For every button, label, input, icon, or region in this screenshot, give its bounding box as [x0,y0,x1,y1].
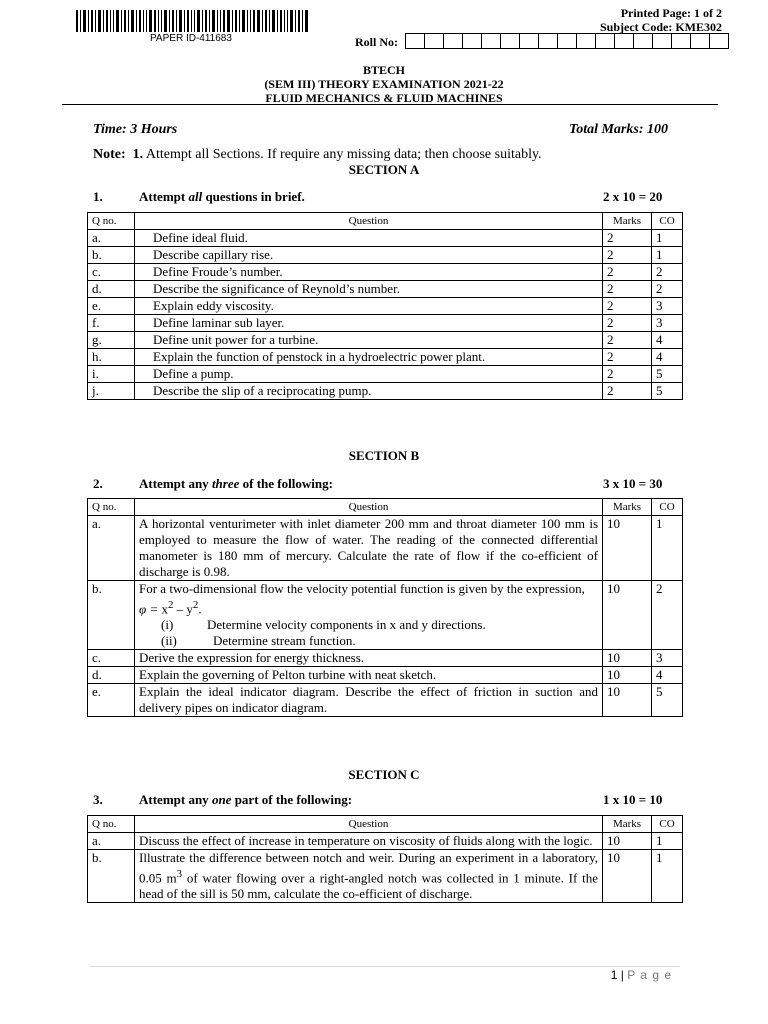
q-marks: 2 [603,349,652,366]
roll-box[interactable] [424,33,444,49]
section-b-title: SECTION B [348,448,420,463]
q-text: Define unit power for a turbine. [135,332,603,349]
q-marks: 2 [603,247,652,264]
instruction-post: of the following: [239,476,333,491]
instruction-pre: Attempt [139,189,189,204]
sub-question [139,633,598,649]
q-marks: 10 [603,833,652,850]
roll-box[interactable] [595,33,615,49]
col-marks: Marks [603,816,652,833]
roll-box[interactable] [405,33,425,49]
q-text: Define a pump. [135,366,603,383]
q-label: c. [88,650,135,667]
total-marks: Total Marks: 100 [568,122,668,137]
col-qno: Q no. [88,816,135,833]
eq-minus-y: – y [176,601,193,617]
q-co: 2 [652,581,683,650]
q-co: 5 [652,366,683,383]
q-co: 1 [652,516,683,581]
section-c-table [87,815,683,903]
q-co: 1 [652,833,683,850]
table-row [88,850,683,903]
q-text: Define laminar sub layer. [135,315,603,332]
eq-dot: . [198,601,202,617]
table-row [88,247,683,264]
q-text: Describe the slip of a reciprocating pump. [135,383,603,400]
roll-box[interactable] [519,33,539,49]
instruction-em: all [188,189,203,204]
instruction-pre: Attempt any [139,476,212,491]
q-label: a. [88,230,135,247]
q-text-block [135,850,603,903]
section-score: 2 x 10 = 20 [603,189,663,204]
roll-box[interactable] [443,33,463,49]
page-info [600,6,722,34]
col-co: CO [652,213,683,230]
subject-code: Subject Code: KME302 [600,20,722,34]
q-marks: 2 [603,298,652,315]
q-marks: 10 [603,650,652,667]
table-row [88,298,683,315]
sub-text: Determine velocity components in x and y directions. [207,617,486,633]
q-label: a. [88,516,135,581]
q-co: 3 [652,315,683,332]
table-row [88,650,683,667]
q-text: Explain the function of penstock in a hydroelectric power plant. [135,349,603,366]
table-row [88,230,683,247]
q-marks: 2 [603,264,652,281]
q-text: Discuss the effect of increase in temperature on viscosity of fluids along with the logic. [135,833,603,850]
q-text: Explain eddy viscosity. [135,298,603,315]
table-header [88,499,683,516]
q-text: Explain the ideal indicator diagram. Describe the effect of friction in suction and delivery pipes on indicator diagram. [135,684,603,717]
q-sup: 3 [176,868,183,880]
q-text: Derive the expression for energy thickness. [135,650,603,667]
q-label: d. [88,281,135,298]
paper-id: PAPER ID-411683 [150,33,232,44]
table-row [88,684,683,717]
table-row [88,366,683,383]
time-allowed: Time: 3 Hours [93,122,178,137]
sub-label: (i) [161,617,174,633]
page-word: P a g e [627,968,672,982]
section-c-title: SECTION C [348,767,420,782]
q-marks: 10 [603,516,652,581]
table-row [88,281,683,298]
col-co: CO [652,499,683,516]
q-co: 5 [652,684,683,717]
q-text: A horizontal venturimeter with inlet diameter 200 mm and throat diameter 100 mm is employed to measure the flow of water. The reading of the connected differential manometer is 180 mm of mercury. Calculate the rate of flow if the co-efficient of discharge is 0.98. [135,516,603,581]
col-question: Question [135,816,603,833]
section-score: 3 x 10 = 30 [603,476,663,491]
instruction-em: three [211,476,240,491]
page-number: 1 [610,968,618,982]
roll-box[interactable] [633,33,653,49]
roll-box[interactable] [709,33,729,49]
section-a-table [87,212,683,400]
degree: BTECH [362,63,405,77]
q-marks: 2 [603,230,652,247]
sub-question [139,617,598,633]
table-row [88,581,683,650]
q-marks: 10 [603,581,652,650]
barcode [76,10,308,32]
sub-label: (ii) [161,633,177,649]
q-marks: 2 [603,383,652,400]
eq-sup: 2 [192,599,199,611]
eq-x: x [161,601,168,617]
col-qno: Q no. [88,499,135,516]
q-text-cont: of water flowing over a right-angled notch was collected in 1 minute. If the head of the sill is 50 mm, calculate the co-efficient of discharge. [139,870,598,902]
q-co: 3 [652,298,683,315]
table-row [88,383,683,400]
instruction-post: part of the following: [231,792,353,807]
instruction-em: one [211,792,232,807]
subject-title: FLUID MECHANICS & FLUID MACHINES [265,91,503,105]
q-text-block [135,581,603,650]
footer-sep: | [620,968,624,982]
question-number: 2. [93,476,103,491]
col-qno: Q no. [88,213,135,230]
q-text: Illustrate the difference between notch and weir. During an experiment in a laboratory, 0.05 m [139,850,598,886]
q-label: b. [88,247,135,264]
q-label: e. [88,298,135,315]
col-marks: Marks [603,213,652,230]
q-text: Describe capillary rise. [135,247,603,264]
col-question: Question [135,499,603,516]
q-co: 2 [652,281,683,298]
roll-box[interactable] [557,33,577,49]
q-label: b. [88,581,135,650]
q-label: c. [88,264,135,281]
q-label: a. [88,833,135,850]
q-co: 2 [652,264,683,281]
q-marks: 2 [603,281,652,298]
q-text: Define ideal fluid. [135,230,603,247]
table-row [88,332,683,349]
equation [139,597,598,617]
q-marks: 2 [603,366,652,383]
q-co: 1 [652,850,683,903]
q-text: Explain the governing of Pelton turbine with neat sketch. [135,667,603,684]
roll-box[interactable] [462,33,482,49]
q-marks: 2 [603,315,652,332]
printed-page: Printed Page: 1 of 2 [620,6,722,20]
col-co: CO [652,816,683,833]
q-marks: 10 [603,667,652,684]
q-co: 5 [652,383,683,400]
roll-number-boxes[interactable] [406,33,729,49]
table-row [88,833,683,850]
eq-sup: 2 [167,599,174,611]
section-a-title: SECTION A [348,162,420,177]
exam-title: (SEM III) THEORY EXAMINATION 2021-22 [264,77,504,91]
q-text: Describe the significance of Reynold’s number. [135,281,603,298]
q-marks: 10 [603,850,652,903]
note [93,147,542,163]
note-text: Attempt all Sections. If require any missing data; then choose suitably. [145,147,542,162]
section-score: 1 x 10 = 10 [603,792,663,807]
q-co: 1 [652,230,683,247]
q-co: 3 [652,650,683,667]
table-header [88,816,683,833]
table-row [88,315,683,332]
section-b-table [87,498,683,717]
q-label: d. [88,667,135,684]
roll-box[interactable] [500,33,520,49]
col-question: Question [135,213,603,230]
table-row [88,667,683,684]
q-label: g. [88,332,135,349]
footer-rule [90,966,680,967]
q-text: Define Froude’s number. [135,264,603,281]
q-co: 4 [652,667,683,684]
note-label: Note: [93,147,126,162]
table-header [88,213,683,230]
header-rule [62,104,718,105]
table-row [88,349,683,366]
q-label: i. [88,366,135,383]
roll-box[interactable] [481,33,501,49]
page-footer [611,968,672,982]
q-label: h. [88,349,135,366]
roll-box[interactable] [652,33,672,49]
note-num: 1. [132,147,144,162]
instruction-post: questions in brief. [202,189,305,204]
section-a-heading [93,189,663,205]
roll-box[interactable] [690,33,710,49]
roll-box[interactable] [671,33,691,49]
q-text: For a two-dimensional flow the velocity potential function is given by the expression, [139,581,585,596]
section-b-heading [93,476,663,492]
col-marks: Marks [603,499,652,516]
q-label: b. [88,850,135,903]
q-co: 4 [652,349,683,366]
roll-box[interactable] [576,33,596,49]
roll-box[interactable] [538,33,558,49]
table-row [88,264,683,281]
q-marks: 10 [603,684,652,717]
q-label: j. [88,383,135,400]
q-label: e. [88,684,135,717]
q-label: f. [88,315,135,332]
section-c-heading [93,792,663,808]
q-co: 1 [652,247,683,264]
instruction-pre: Attempt any [139,792,212,807]
roll-label: Roll No: [355,35,398,49]
question-number: 1. [93,189,103,204]
roll-box[interactable] [614,33,634,49]
q-co: 4 [652,332,683,349]
sub-text: Determine stream function. [213,633,356,649]
phi-symbol: φ = [139,601,159,617]
question-number: 3. [93,792,103,807]
table-row [88,516,683,581]
q-marks: 2 [603,332,652,349]
